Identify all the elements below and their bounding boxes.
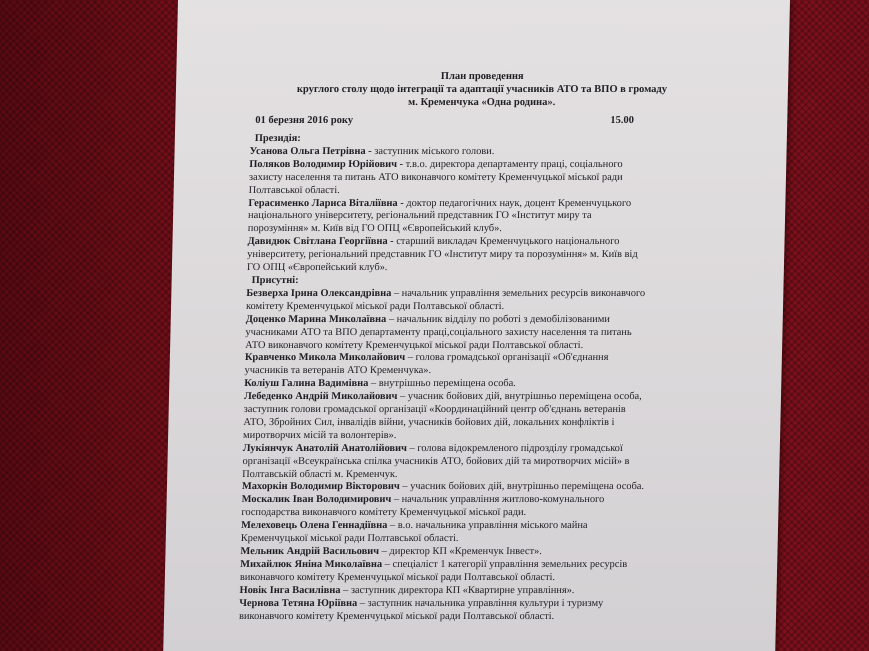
attendee-role: – голова відокремленого підрозділу громадської організації «Всеукраїнська спілка учасників АТО, бойових дій та миротворчих місій» в Полтавській області м. Кременчук.	[242, 442, 630, 480]
attendee-role: – начальник управління житлово-комунального господарства виконавчого комітету Кременчуцької міської ради.	[241, 494, 605, 519]
doc-title-line-3: м. Кременчука «Одна родина».	[407, 97, 556, 108]
meeting-date: 01 березня 2016 року	[255, 115, 354, 126]
attendee-entry	[239, 585, 644, 598]
presidium-list	[247, 146, 655, 275]
attendee-name: Чернова Тетяна Юріївна	[239, 597, 358, 609]
attendee-entry	[245, 314, 651, 353]
attendee-name: Лебеденко Андрій Миколайович	[243, 391, 398, 403]
presidium-heading: Президія:	[254, 133, 301, 144]
present-list	[239, 288, 652, 624]
attendee-entry	[239, 598, 645, 624]
attendee-entry	[249, 146, 654, 159]
attendee-name: Усанова Ольга Петрівна	[249, 145, 366, 157]
attendee-name: Мелеховець Олена Геннадіївна	[240, 520, 388, 532]
attendee-name: Доценко Марина Миколаївна	[245, 313, 387, 325]
attendee-role: – учасник бойових дій, внутрішньо переміщена особа.	[399, 481, 645, 493]
attendee-name: Москалик Іван Володимирович	[241, 494, 392, 506]
attendee-entry	[241, 520, 647, 546]
attendee-role: – заступник директора КП «Квартирне управління».	[340, 584, 575, 596]
attendee-name: Герасименко Лариса Віталіївна	[248, 197, 398, 209]
attendee-role: – заступник начальника управління культури і туризму виконавчого комітету Кременчуцької міської ради Полтавської області.	[238, 597, 604, 622]
doc-title-line-2: круглого столу щодо інтеграції та адаптації учасників АТО та ВПО в громаду	[296, 84, 668, 95]
attendee-name: Михайлюк Яніна Миколаївна	[240, 558, 383, 570]
present-heading: Присутні:	[251, 274, 299, 286]
attendee-name: Мельник Андрій Васильович	[240, 546, 380, 557]
attendee-list	[239, 133, 655, 623]
attendee-name: Лукіянчук Анатолій Анатолійович	[242, 442, 408, 454]
meeting-time: 15.00	[610, 115, 635, 126]
attendee-role: - т.в.о. директора департаменту праці, соціального захисту населення та питань АТО виконавчого комітету Кременчуцької міської ради Полтавської області.	[248, 158, 623, 196]
attendee-entry	[242, 481, 647, 494]
attendee-role: - заступник міського голови.	[365, 145, 495, 157]
attendee-name: Давидюк Світлана Георгіївна	[247, 236, 388, 248]
attendee-entry	[240, 546, 645, 559]
attendee-role: – директор КП «Кременчук Інвест».	[378, 546, 543, 557]
attendee-entry	[247, 236, 653, 275]
attendee-entry	[244, 352, 650, 378]
attendee-entry	[249, 159, 655, 198]
attendee-role: – в.о. начальника управління міського майна Кременчуцької міської ради Полтавської області.	[240, 520, 588, 545]
doc-title-line-1: План проведення	[440, 71, 524, 82]
attendee-name: Безверха Ірина Олександрівна	[246, 287, 392, 299]
attendee-role: – голова громадської організації «Об'єднання учасників та ветеранів АТО Кременчука».	[244, 352, 609, 377]
attendee-role: – начальник відділу по роботі з демобілізованими учасниками АТО та ВПО департаменту праці,соціального захисту населення та питань АТО виконавчого комітету Кременчуцької міської ради Полтавської області.	[245, 313, 632, 351]
attendee-name: Махоркін Володимир Вікторович	[241, 481, 400, 493]
attendee-entry	[244, 378, 649, 391]
attendee-name: Кравченко Микола Миколайович	[244, 352, 406, 364]
attendee-role: – спеціаліст 1 категорії управління земельних ресурсів виконавчого комітету Кременчуцької міської ради Полтавської області.	[239, 558, 628, 583]
attendee-name: Новік Інга Василівна	[239, 584, 341, 596]
attendee-entry	[241, 494, 647, 520]
attendee-entry	[240, 559, 646, 585]
attendee-name: Поляков Володимир Юрійович	[249, 158, 398, 170]
attendee-role: – учасник бойових дій, внутрішньо переміщена особа, заступник голови громадської організації «Координаційний центр об'єднань ветеранів АТО, Збройних Сил, інвалідів війни, учасників бойових дій, локальних конфліктів і миротворчих місій та волонтерів».	[242, 391, 642, 441]
document-page	[163, 0, 790, 651]
attendee-name: Коліуш Галина Вадимівна	[244, 378, 369, 390]
attendee-entry	[246, 288, 652, 314]
attendee-entry	[248, 198, 654, 237]
attendee-role: - доктор педагогічних наук, доцент Кременчуцького національного університету, регіональний представник ГО «Інститут миру та порозуміння» м. Київ від ГО ОПЦ «Європейський клуб».	[247, 197, 632, 235]
attendee-entry	[242, 443, 648, 482]
attendee-role: – внутрішньо переміщена особа.	[368, 378, 516, 390]
attendee-entry	[243, 391, 649, 443]
attendee-role: - старший викладач Кременчуцького національного університету, регіональний представник ГО «Інститут миру та порозуміння» м. Київ від ГО ОПЦ «Європейський клуб».	[246, 236, 638, 274]
attendee-role: – начальник управління земельних ресурсів виконавчого комітету Кременчуцької міської ради Полтавської області.	[245, 287, 646, 312]
